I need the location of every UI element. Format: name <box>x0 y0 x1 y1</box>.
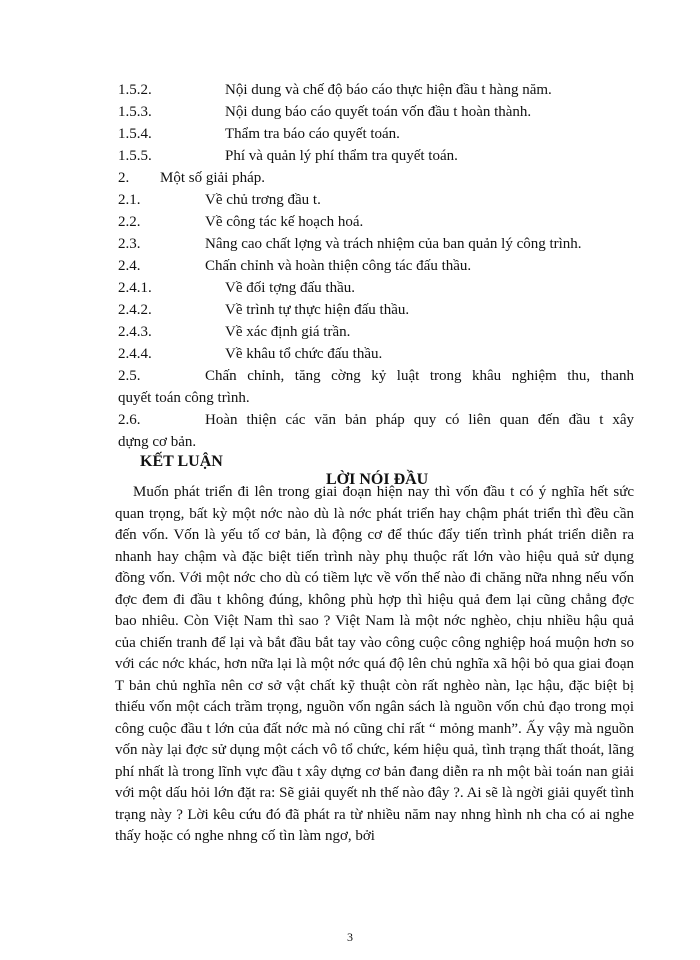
toc-title: Về khâu tổ chức đấu thầu. <box>225 346 383 362</box>
toc-title: Một số giải pháp. <box>160 170 265 186</box>
toc-title: Nội dung và chế độ báo cáo thực hiện đầu t hàng năm. <box>225 82 552 98</box>
toc-title: Về trình tự thực hiện đấu thầu. <box>225 302 410 318</box>
toc-number: 2.4.1. <box>118 280 152 296</box>
toc-title-continuation: quyết toán công trình. <box>118 390 250 406</box>
toc-title: Chấn chỉnh và hoàn thiện công tác đấu thầu. <box>205 258 472 274</box>
toc-title-continuation: dựng cơ bản. <box>118 434 197 450</box>
toc-title: Nội dung báo cáo quyết toán vốn đầu t hoàn thành. <box>225 104 532 120</box>
toc-title: Về xác định giá trần. <box>225 324 351 340</box>
toc-number: 2.4. <box>118 258 141 274</box>
toc-title: Về công tác kế hoạch hoá. <box>205 214 364 230</box>
toc-number: 2.6. <box>118 412 141 428</box>
page-number: 3 <box>347 930 353 944</box>
conclusion-heading: KẾT LUẬN <box>140 453 223 470</box>
toc-number: 1.5.5. <box>118 148 152 164</box>
toc-number: 2.4.2. <box>118 302 152 318</box>
toc-number: 2.1. <box>118 192 141 208</box>
intro-heading: LỜI NÓI ĐẦU <box>326 471 429 488</box>
intro-paragraph: Muốn phát triển đi lên trong giai đoạn hiện nay thì vốn đầu t có ý nghĩa hết sức quan trọng, bất kỳ một nớc nào dù là nớc phát triển hay chậm phát triển thì đều cần đến vốn. Vốn là yếu tố cơ bản, là động cơ để thúc đẩy tiến trình phát triển diễn ra nhanh hay chậm và đặc biệt tiến trình này phụ thuộc rất lớn vào hiệu quả sử dụng đồng vốn. Với một nớc cho dù có tiềm lực về vốn thế nào đi chăng nữa nhng nếu vốn đợc đem đi đầu t không đúng, không phù hợp thì hiệu quả đem lại cũng chẳng đợc bao nhiêu. Còn Việt Nam thì sao ? Việt Nam là một nớc nghèo, chịu nhiều hậu quả của chiến tranh để lại và bắt đầu bắt tay vào công cuộc công nghiệp hoá muộn hơn so với các nớc khác, hơn nữa lại là một nớc quá độ lên chủ nghĩa xã hội bỏ qua giai đoạn T bản chủ nghĩa nên cơ sở vật chất kỹ thuật còn rất nghèo nàn, lạc hậu, đặc biệt bị thiếu vốn một cách trầm trọng, nguồn vốn ngân sách là nguồn vốn chủ đạo trong mọi công cuộc đầu t lớn của đất nớc mà nó cũng chỉ rất “ mỏng manh”. Ấy vậy mà nguồn vốn này lại đợc sử dụng một cách vô tổ chức, kém hiệu quả, tình trạng thất thoát, lãng phí nhất là trong lĩnh vực đầu t xây dựng cơ bản đang diễn ra nh một bài toán nan giải với một dấu hỏi lớn đặt ra: Sẽ giải quyết nh thế nào đây ?. Ai sẽ là ngời giải quyết tình trạng này ? Lời kêu cứu đó đã phát ra từ nhiều năm nay nhng hình nh cha có ai nghe thấy hoặc có nghe nhng cố tìn làm ngơ, bởi <box>115 484 634 844</box>
toc-number: 2.5. <box>118 368 141 384</box>
toc-number: 2.2. <box>118 214 141 230</box>
toc-number: 2.4.4. <box>118 346 152 362</box>
toc-title: Phí và quản lý phí thẩm tra quyết toán. <box>225 148 458 164</box>
toc-title: Về chủ trơng đầu t. <box>205 192 321 208</box>
toc-title: Hoàn thiện các văn bản pháp quy có liên quan đến đầu t xây <box>205 412 634 428</box>
toc-title: Thẩm tra báo cáo quyết toán. <box>225 126 400 142</box>
toc-title: Chấn chỉnh, tăng cờng kỷ luật trong khâu nghiệm thu, thanh <box>205 368 634 384</box>
toc-number: 1.5.4. <box>118 126 152 142</box>
toc-number: 1.5.2. <box>118 82 152 98</box>
toc-title: Nâng cao chất lợng và trách nhiệm của ban quản lý công trình. <box>205 236 582 252</box>
toc-number: 2.3. <box>118 236 141 252</box>
toc-title: Về đối tợng đấu thầu. <box>225 280 355 296</box>
toc-number: 1.5.3. <box>118 104 152 120</box>
toc-number: 2.4.3. <box>118 324 152 340</box>
toc-number: 2. <box>118 170 130 186</box>
